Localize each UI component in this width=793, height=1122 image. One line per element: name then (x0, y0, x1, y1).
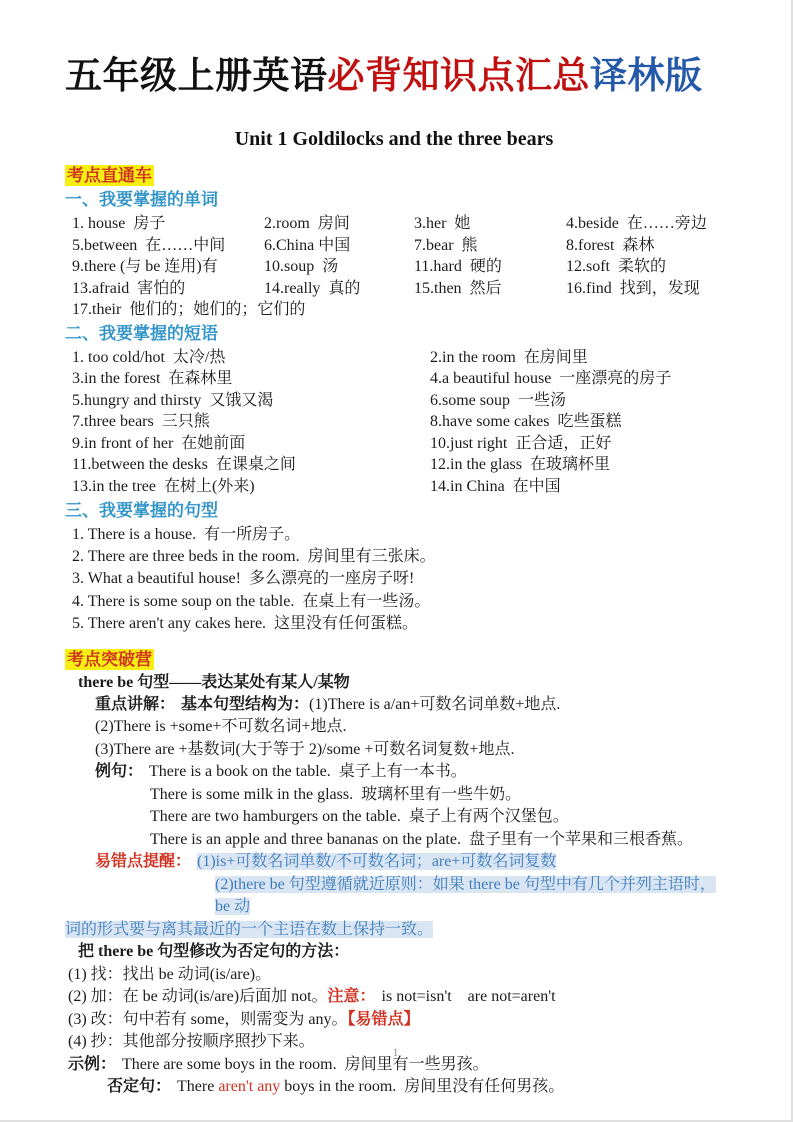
structure-1: (1)There is a/an+可数名词单数+地点. (309, 695, 561, 713)
error-reminder-line-1 (65, 851, 723, 874)
step-text: (3) 改：句中若有 some，则需变为 any。 (68, 1010, 348, 1028)
exam-express-badge: 考点直通车 (67, 166, 152, 185)
phrase-item: 5.hungry and thirsty 又饿又渴 (72, 391, 274, 409)
structure-2-line (65, 716, 723, 739)
word-item: 9.there (与 be 连用)有 (72, 258, 218, 275)
example-line-3 (65, 806, 723, 829)
example-sentence: There is some milk in the glass. 玻璃杯里有一些牛奶。 (150, 785, 522, 803)
phrase-item: 11.between the desks 在课桌之间 (72, 456, 296, 474)
example-sentence: There are two hamburgers on the table. 桌子上有两个汉堡包。 (150, 808, 569, 826)
error-point-tag: 【易错点】 (347, 1010, 420, 1028)
sentence-item: 4. There is some soup on the table. 在桌上有一些汤。 (72, 592, 431, 610)
word-item: 13.afraid 害怕的 (72, 279, 186, 297)
title-keypoints-part: 必背知识点汇总 (327, 55, 590, 96)
step-text: (1) 找：找出 be 动词(is/are)。 (68, 965, 272, 983)
example-line-4 (65, 829, 723, 852)
word-item: 17.their 他们的；她们的；它们的 (72, 301, 306, 318)
phrase-list (65, 347, 723, 498)
sentence-item: 1. There is a house. 有一所房子。 (72, 525, 301, 543)
explain-line (65, 694, 723, 717)
example-label: 例句： (95, 763, 144, 781)
structure-2: (2)There is +some+不可数名词+地点. (95, 718, 347, 736)
negative-label: 否定句： (107, 1078, 172, 1096)
word-item: 1. house 房子 (72, 215, 166, 232)
word-list (65, 213, 723, 299)
phrase-item: 1. too cold/hot 太冷/热 (72, 348, 226, 366)
negation-step-1 (65, 964, 723, 987)
step-text: (4) 抄：其他部分按顺序照抄下来。 (68, 1033, 315, 1051)
word-item: 15.then 然后 (414, 279, 502, 297)
negative-pre: There (177, 1078, 219, 1096)
word-item: 2.room 房间 (264, 215, 350, 232)
word-item: 16.find 找到，发现 (566, 279, 700, 297)
negative-post: boys in the room. 房间里没有任何男孩。 (280, 1078, 565, 1096)
negation-step-2 (65, 986, 723, 1009)
explain-label: 重点讲解： (95, 695, 176, 713)
breakthrough-badge-row (65, 649, 723, 671)
section-heading-sentences: 三、我要掌握的句型 (65, 500, 218, 520)
unit-title: Unit 1 Goldilocks and the three bears (234, 128, 554, 150)
sentence-item: 3. What a beautiful house! 多么漂亮的一座房子呀! (72, 570, 415, 588)
error-point-1: (1)is+可数名词单数/不可数名词；are+可数名词复数 (197, 853, 557, 871)
negation-method-title: 把 there be 句型修改为否定句的方法： (78, 943, 350, 961)
title-grade-part: 五年级上册英语 (65, 55, 328, 96)
step-text: (2) 加：在 be 动词(is/are)后面加 not。 (68, 988, 328, 1006)
demo-label: 示例： (68, 1055, 117, 1073)
phrase-item: 6.some soup 一些汤 (430, 391, 567, 409)
sentence-item: 5. There aren't any cakes here. 这里没有任何蛋糕。 (72, 615, 419, 633)
negative-sentence-line (65, 1076, 723, 1099)
word-item: 5.between 在……中间 (72, 236, 226, 254)
phrase-item: 9.in front of her 在她前面 (72, 434, 246, 452)
example-line-1 (65, 761, 723, 784)
error-reminder-line-3 (65, 919, 723, 942)
sentence-item: 2. There are three beds in the room. 房间里有三张床。 (72, 548, 436, 566)
word-item: 3.her 她 (414, 215, 471, 232)
phrase-item: 12.in the glass 在玻璃杯里 (430, 456, 610, 474)
word-item: 11.hard 硬的 (414, 258, 502, 275)
example-line-2 (65, 784, 723, 807)
phrase-item: 7.three bears 三只熊 (72, 413, 210, 431)
phrase-item: 3.in the forest 在森林里 (72, 370, 233, 388)
word-item: 4.beside 在……旁边 (566, 215, 707, 232)
step-note-text: is not=isn't are not=aren't (381, 988, 556, 1006)
word-item: 8.forest 森林 (566, 236, 655, 254)
example-sentence: There is an apple and three bananas on the plate. 盘子里有一个苹果和三根香蕉。 (150, 830, 693, 848)
phrase-item: 13.in the tree 在树上(外来) (72, 478, 255, 496)
sentence-list (65, 524, 723, 636)
page-number: 1 (392, 1045, 399, 1059)
structure-3: (3)There are +基数词(大于等于 2)/some +可数名词复数+地点. (95, 740, 515, 758)
word-item: 10.soup 汤 (264, 258, 339, 275)
breakthrough-badge: 考点突破营 (67, 649, 152, 669)
example-sentence: There is a book on the table. 桌子上有一本书。 (149, 763, 467, 781)
word-item: 12.soft 柔软的 (566, 258, 667, 275)
there-be-topic: there be 句型——表达某处有某人/某物 (78, 673, 350, 691)
phrase-item: 10.just right 正合适，正好 (430, 434, 612, 452)
phrase-item: 14.in China 在中国 (430, 478, 561, 496)
word-item: 14.really 真的 (264, 279, 361, 297)
page-title (65, 52, 723, 100)
phrase-item: 8.have some cakes 吃些蛋糕 (430, 413, 622, 431)
demo-sentence: There are some boys in the room. 房间里有一些男孩。 (122, 1055, 489, 1073)
title-edition-part: 译林版 (590, 55, 703, 96)
error-reminder-line-2 (65, 874, 723, 919)
section-heading-words: 一、我要掌握的单词 (65, 190, 218, 209)
word-item: 6.China 中国 (264, 236, 351, 254)
error-point-2b: 词的形式要与离其最近的一个主语在数上保持一致。 (65, 920, 434, 938)
section-heading-phrases: 二、我要掌握的短语 (65, 323, 218, 343)
phrase-item: 4.a beautiful house 一座漂亮的房子 (430, 370, 672, 388)
negation-step-3 (65, 1009, 723, 1032)
attention-label: 注意： (327, 988, 376, 1006)
phrase-item: 2.in the room 在房间里 (430, 348, 588, 366)
word-item: 7.bear 熊 (414, 236, 478, 254)
explain-intro: 基本句型结构为： (181, 695, 310, 713)
breakthrough-section (65, 671, 723, 1099)
negative-highlight: aren't any (218, 1078, 281, 1096)
error-reminder-label: 易错点提醒： (95, 853, 192, 871)
exam-express-badge-row (65, 165, 723, 187)
structure-3-line (65, 739, 723, 762)
error-point-2a: (2)there be 句型遵循就近原则：如果 there be 句型中有几个并列主语时，be 动 (215, 875, 716, 916)
